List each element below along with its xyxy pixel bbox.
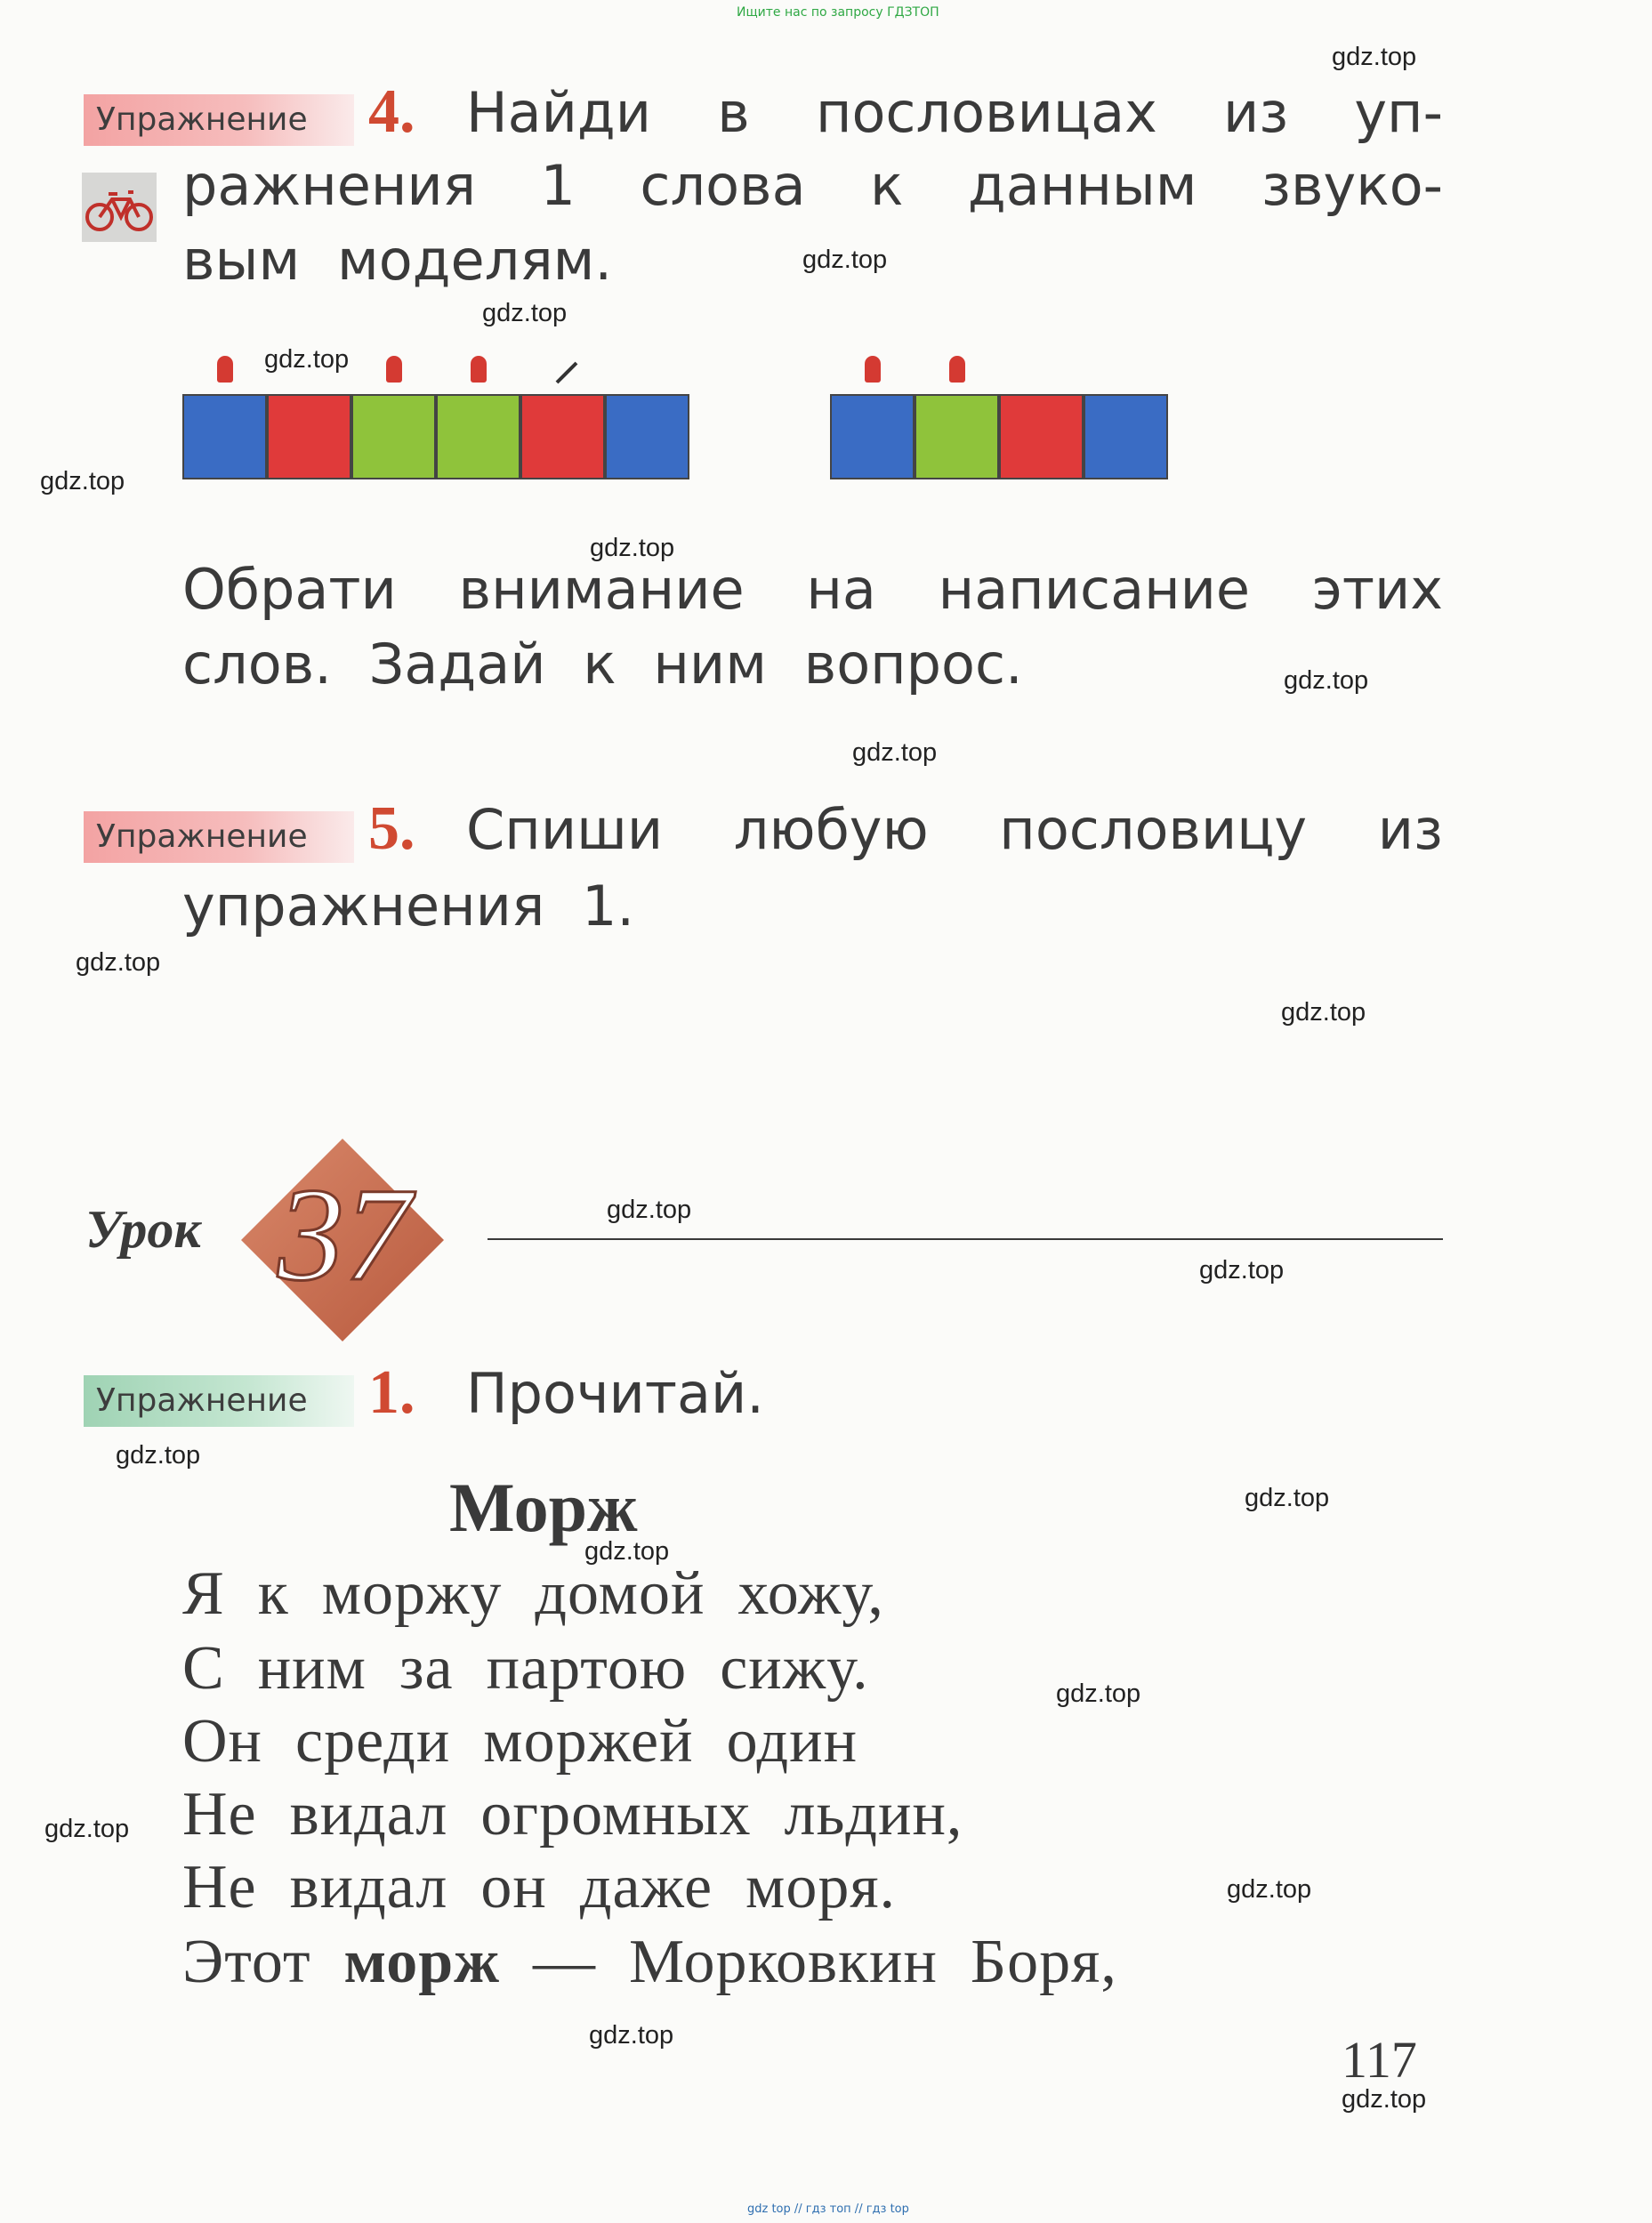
watermark: gdz.top bbox=[607, 1196, 692, 1224]
word: пословицу bbox=[999, 797, 1308, 862]
word: любую bbox=[733, 797, 929, 862]
word: данным bbox=[967, 153, 1197, 218]
poem-text: — Морковкин Боря, bbox=[500, 1928, 1117, 1996]
watermark: gdz.top bbox=[264, 345, 350, 374]
poem-line: С ним за партою сижу. bbox=[182, 1634, 869, 1703]
exercise-4-number: 4. bbox=[368, 77, 415, 146]
watermark: gdz.top bbox=[76, 948, 161, 977]
word: внимание bbox=[458, 557, 745, 622]
watermark: gdz.top bbox=[852, 738, 938, 767]
bicycle-icon bbox=[82, 173, 157, 242]
sound-block-blue bbox=[830, 394, 915, 479]
exercise-1-text: Прочитай. bbox=[466, 1361, 764, 1426]
exercise-1-number: 1. bbox=[368, 1358, 415, 1427]
exercise-5-line-2: упражнения 1. bbox=[182, 874, 635, 938]
watermark: gdz.top bbox=[1284, 666, 1369, 695]
watermark: gdz.top bbox=[1245, 1484, 1330, 1512]
word: к bbox=[870, 153, 904, 218]
word: в bbox=[717, 80, 750, 145]
poem-line: Я к моржу домой хожу, bbox=[182, 1559, 884, 1628]
poem-line: Не видал огромных льдин, bbox=[182, 1780, 963, 1848]
word: из bbox=[1222, 80, 1289, 145]
sound-block-green bbox=[436, 394, 520, 479]
exercise-5-label: Упражнение bbox=[84, 811, 354, 863]
poem-line bbox=[182, 1927, 1117, 1998]
word: Спиши bbox=[466, 797, 664, 862]
word: ражнения bbox=[182, 153, 477, 218]
exercise-5-number: 5. bbox=[368, 794, 415, 863]
watermark: gdz.top bbox=[1056, 1679, 1141, 1708]
exercise-4-note-line-2: слов. Задай к ним вопрос. bbox=[182, 632, 1023, 697]
word: пословицах bbox=[815, 80, 1157, 145]
watermark: gdz.top bbox=[116, 1441, 201, 1470]
word: этих bbox=[1311, 557, 1443, 622]
poem-text: Этот bbox=[182, 1928, 344, 1996]
lesson-number: 37 bbox=[278, 1161, 411, 1309]
word: из bbox=[1377, 797, 1443, 862]
exercise-1-label: Упражнение bbox=[84, 1375, 354, 1427]
word: уп- bbox=[1354, 80, 1443, 145]
stress-mark-icon bbox=[217, 356, 233, 383]
stress-mark-icon bbox=[386, 356, 402, 383]
sound-model-2 bbox=[830, 394, 1168, 479]
sound-block-blue bbox=[1084, 394, 1168, 479]
sound-block-red bbox=[999, 394, 1084, 479]
lesson-word: Урок bbox=[85, 1200, 201, 1259]
watermark: gdz.top bbox=[590, 534, 675, 562]
exercise-4-line-2 bbox=[182, 153, 1443, 218]
lesson-divider bbox=[488, 1238, 1443, 1240]
bottom-banner: gdz top // гдз топ // гдз top bbox=[747, 2203, 909, 2216]
sound-model-1 bbox=[182, 394, 689, 479]
watermark: gdz.top bbox=[1281, 998, 1366, 1027]
watermark: gdz.top bbox=[802, 246, 888, 274]
watermark: gdz.top bbox=[482, 299, 568, 327]
sound-block-green bbox=[351, 394, 436, 479]
watermark: gdz.top bbox=[584, 1537, 670, 1566]
watermark: gdz.top bbox=[1199, 1256, 1285, 1285]
stress-mark-icon bbox=[949, 356, 965, 383]
word: слова bbox=[640, 153, 806, 218]
soft-sign-mark-icon bbox=[553, 359, 580, 386]
word: звуко- bbox=[1261, 153, 1443, 218]
watermark: gdz.top bbox=[589, 2021, 674, 2050]
poem-title: Морж bbox=[449, 1469, 638, 1546]
sound-block-blue bbox=[605, 394, 689, 479]
poem-line: Он среди моржей один bbox=[182, 1707, 858, 1776]
word: написание bbox=[938, 557, 1251, 622]
stress-mark-icon bbox=[865, 356, 881, 383]
exercise-5-line-1 bbox=[466, 797, 1443, 862]
page-number: 117 bbox=[1342, 2031, 1417, 2089]
sound-block-red bbox=[520, 394, 605, 479]
sound-block-green bbox=[915, 394, 999, 479]
watermark: gdz.top bbox=[40, 467, 125, 495]
stress-mark-icon bbox=[471, 356, 487, 383]
word: 1 bbox=[540, 153, 576, 218]
watermark: gdz.top bbox=[1227, 1875, 1312, 1904]
exercise-4-line-1 bbox=[466, 80, 1443, 145]
watermark: gdz.top bbox=[1342, 2085, 1427, 2114]
watermark: gdz.top bbox=[1332, 43, 1417, 71]
poem-bold-word: морж bbox=[343, 1928, 500, 1996]
exercise-4-line-3: вым моделям. bbox=[182, 228, 613, 293]
sound-block-blue bbox=[182, 394, 267, 479]
word: Обрати bbox=[182, 557, 397, 622]
top-banner: Ищите нас по запросу ГДЗТОП bbox=[737, 5, 939, 20]
sound-block-red bbox=[267, 394, 351, 479]
word: на bbox=[806, 557, 876, 622]
word: Найди bbox=[466, 80, 652, 145]
watermark: gdz.top bbox=[44, 1815, 130, 1843]
poem-line: Не видал он даже моря. bbox=[182, 1853, 897, 1921]
exercise-4-note-line-1 bbox=[182, 557, 1443, 622]
exercise-4-label: Упражнение bbox=[84, 94, 354, 146]
